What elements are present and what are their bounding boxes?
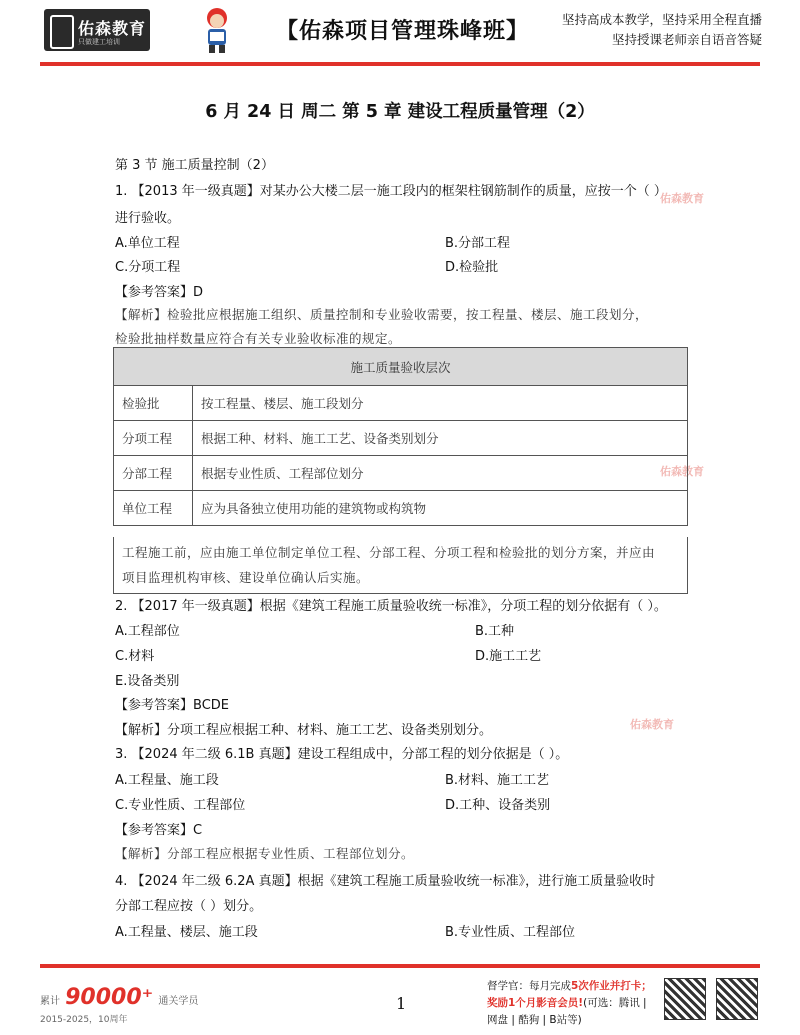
section-heading: 第 3 节 施工质量控制（2） bbox=[115, 158, 274, 173]
count-prefix: 累计 bbox=[40, 996, 60, 1007]
qr-code-icon bbox=[716, 978, 758, 1020]
promo-line-1 bbox=[487, 978, 662, 995]
document-title: 6 月 24 日 周二 第 5 章 建设工程质量管理（2） bbox=[205, 102, 595, 122]
mascot-icon bbox=[200, 6, 234, 54]
promo-line-2b: (可选：腾讯 | bbox=[583, 997, 647, 1009]
watermark: 佑森教育 bbox=[660, 465, 704, 478]
q1-analysis-line-2: 检验批抽样数量应符合有关专业验收标准的规定。 bbox=[115, 331, 402, 346]
table-header: 施工质量验收层次 bbox=[114, 348, 688, 386]
q2-answer: 【参考答案】BCDE bbox=[115, 698, 229, 713]
table-cell-key: 检验批 bbox=[114, 386, 193, 421]
header-title: 【佑森项目管理珠峰班】 bbox=[276, 19, 530, 44]
q1-option-b: B.分部工程 bbox=[445, 236, 511, 251]
student-count: 90000⁺ bbox=[65, 985, 154, 1010]
table-header-row bbox=[114, 348, 688, 386]
table-row bbox=[114, 456, 688, 491]
q3-option-b: B.材料、施工工艺 bbox=[445, 773, 550, 788]
table-row bbox=[114, 491, 688, 526]
q1-stem-line-2: 进行验收。 bbox=[115, 211, 181, 226]
slogan-line-1: 坚持高成本教学，坚持采用全程直播 bbox=[561, 12, 762, 27]
brand-logo bbox=[44, 9, 150, 51]
acceptance-levels-table bbox=[113, 347, 688, 526]
promo-line-1b: 5次作业并打卡； bbox=[571, 980, 652, 992]
count-suffix: 通关学员 bbox=[158, 996, 199, 1007]
qr-code-icon bbox=[664, 978, 706, 1020]
q2-option-c: C.材料 bbox=[115, 649, 155, 664]
q2-analysis: 【解析】分项工程应根据工种、材料、施工工艺、设备类别划分。 bbox=[115, 723, 493, 738]
q2-option-e: E.设备类别 bbox=[115, 674, 180, 689]
table-cell-value: 根据专业性质、工程部位划分 bbox=[193, 456, 688, 491]
q2-option-b: B.工种 bbox=[475, 624, 515, 639]
q4-stem-line-2: 分部工程应按（ ）划分。 bbox=[115, 899, 263, 914]
q2-option-d: D.施工工艺 bbox=[475, 649, 542, 664]
q1-analysis-line-1: 【解析】检验批应根据施工组织、质量控制和专业验收需要，按工程量、楼层、施工段划分， bbox=[115, 307, 649, 322]
table-cell-value: 应为具备独立使用功能的建筑物或构筑物 bbox=[193, 491, 688, 526]
q4-option-b: B.专业性质、工程部位 bbox=[445, 925, 576, 940]
header-divider bbox=[40, 62, 760, 66]
q1-answer: 【参考答案】D bbox=[115, 285, 204, 300]
q2-stem: 2. 【2017 年一级真题】根据《建筑工程施工质量验收统一标准》，分项工程的划分依据有（ ）。 bbox=[115, 599, 667, 614]
q3-option-c: C.专业性质、工程部位 bbox=[115, 798, 246, 813]
q4-option-a: A.工程量、楼层、施工段 bbox=[115, 925, 258, 940]
q1-option-c: C.分项工程 bbox=[115, 260, 181, 275]
q3-analysis: 【解析】分部工程应根据专业性质、工程部位划分。 bbox=[115, 846, 415, 861]
q2-option-a: A.工程部位 bbox=[115, 624, 180, 639]
q3-option-a: A.工程量、施工段 bbox=[115, 773, 219, 788]
promo-line-1a: 督学官：每月完成 bbox=[487, 980, 571, 992]
table-note bbox=[113, 537, 688, 594]
table-note-line-1: 工程施工前，应由施工单位制定单位工程、分部工程、分项工程和检验批的划分方案，并应由 bbox=[122, 545, 656, 560]
footer-divider bbox=[40, 964, 760, 968]
promo-line-2 bbox=[487, 995, 662, 1012]
table-cell-value: 根据工种、材料、施工工艺、设备类别划分 bbox=[193, 421, 688, 456]
page-number: 1 bbox=[396, 994, 407, 1013]
q3-stem: 3. 【2024 年二级 6.1B 真题】建设工程组成中，分部工程的划分依据是（ ）。 bbox=[115, 747, 569, 762]
q1-stem-line-1: 1. 【2013 年一级真题】对某办公大楼二层一施工段内的框架柱钢筋制作的质量，应按一个（ ） bbox=[115, 184, 667, 199]
logo-mark-icon bbox=[50, 15, 74, 49]
table-note-line-2: 项目监理机构审核、建设单位确认后实施。 bbox=[122, 570, 370, 585]
table-cell-key: 分项工程 bbox=[114, 421, 193, 456]
table-cell-value: 按工程量、楼层、施工段划分 bbox=[193, 386, 688, 421]
table-row bbox=[114, 421, 688, 456]
logo-text: 佑森教育 bbox=[78, 19, 147, 38]
watermark: 佑森教育 bbox=[630, 718, 674, 731]
slogan-line-2: 坚持授课老师亲自语音答疑 bbox=[611, 32, 762, 47]
header-slogan bbox=[562, 10, 762, 50]
footer-years: 2015-2025，10周年 bbox=[40, 1015, 128, 1025]
footer-promo bbox=[487, 978, 662, 1029]
q3-answer: 【参考答案】C bbox=[115, 823, 203, 838]
q1-option-d: D.检验批 bbox=[445, 260, 499, 275]
page-header bbox=[0, 0, 800, 62]
table-cell-key: 分部工程 bbox=[114, 456, 193, 491]
promo-line-2a: 奖励1个月影音会员! bbox=[487, 997, 584, 1009]
logo-subtext: 只做建工培训 bbox=[78, 38, 120, 46]
table-row bbox=[114, 386, 688, 421]
footer-stats bbox=[40, 985, 198, 1010]
q3-option-d: D.工种、设备类别 bbox=[445, 798, 551, 813]
table-cell-key: 单位工程 bbox=[114, 491, 193, 526]
q1-option-a: A.单位工程 bbox=[115, 236, 180, 251]
watermark: 佑森教育 bbox=[660, 192, 704, 205]
q4-stem-line-1: 4. 【2024 年二级 6.2A 真题】根据《建筑工程施工质量验收统一标准》，进行施工质量验收时 bbox=[115, 874, 656, 889]
promo-line-3: 网盘 | 酷狗 | B站等) bbox=[487, 1014, 582, 1026]
